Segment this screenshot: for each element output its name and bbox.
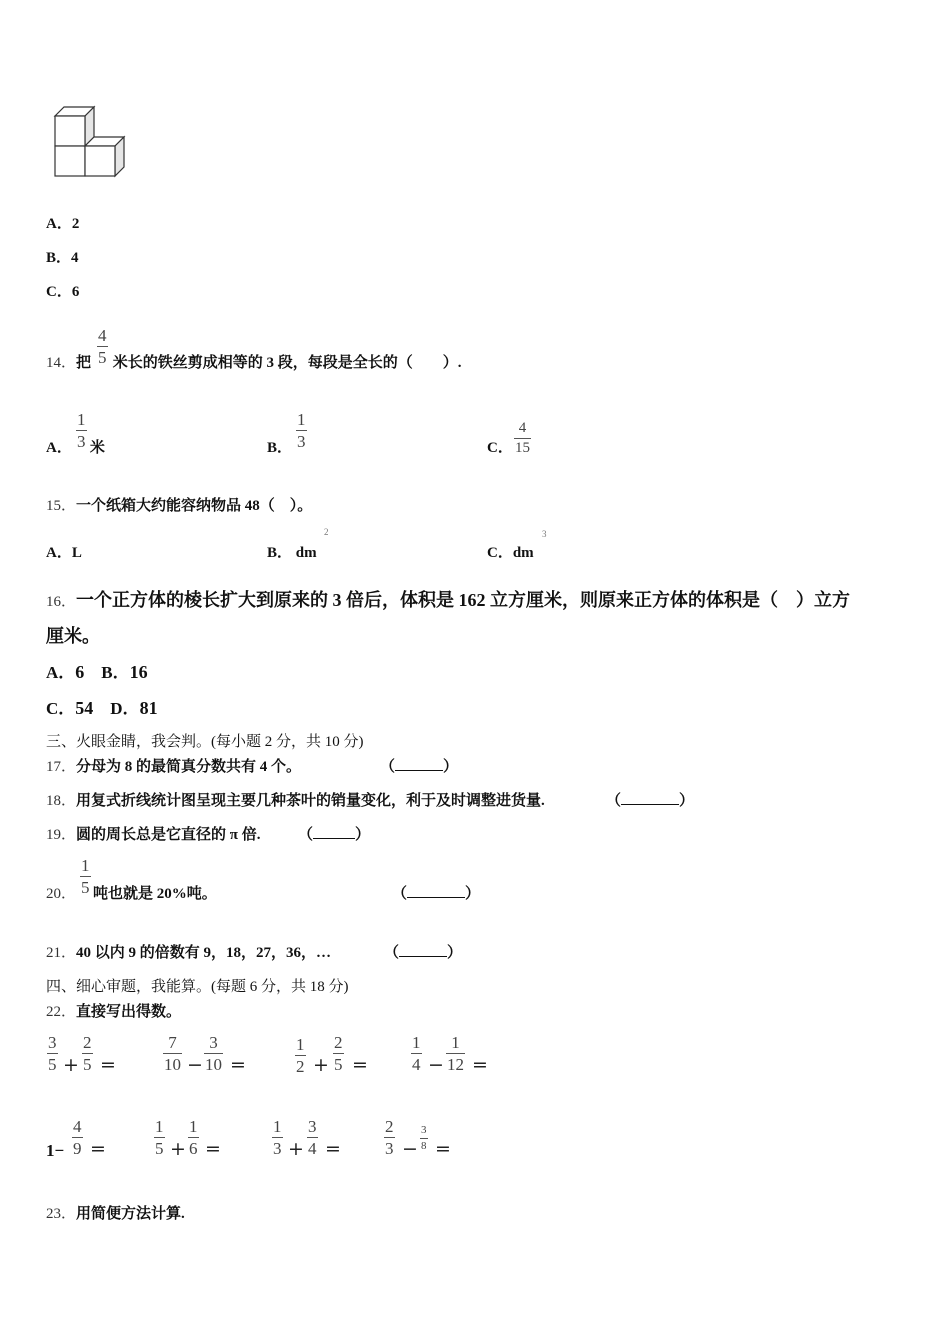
q21-answer-blank[interactable]: （ ） <box>384 945 463 961</box>
q16-option-b[interactable]: B．16 <box>101 662 148 682</box>
q17-stem: 17．分母为 8 的最简真分数共有 4 个。 <box>46 759 302 775</box>
q22-stem: 22．直接写出得数。 <box>46 1004 182 1020</box>
q22-r2-e2-fraction-a: 1 5 <box>155 1117 164 1158</box>
q18-answer-blank[interactable]: （ ） <box>606 793 695 809</box>
q22-r1-e3-operator: + <box>313 1054 329 1076</box>
section-4-title: 四、细心审题，我能算。(每题 6 分，共 18 分) <box>46 979 349 995</box>
q22-r1-e3-fraction-a: 1 2 <box>296 1035 305 1076</box>
q13-option-b[interactable]: B．4 <box>46 250 79 266</box>
q15-stem: 15．一个纸箱大约能容纳物品 48（ ）。 <box>46 498 313 514</box>
q22-r2-e1-equals: = <box>90 1138 106 1160</box>
q16-stem-line2: 厘米。 <box>46 626 100 646</box>
q14-option-b-fraction: 1 3 <box>297 410 306 451</box>
q22-r1-e4-equals: = <box>472 1054 488 1076</box>
q14-stem: 14．把 米长的铁丝剪成相等的 3 段，每段是全长的（ ）. <box>46 355 462 371</box>
q22-r2-e3-operator: + <box>288 1138 304 1160</box>
q22-r1-e1-equals: = <box>100 1054 116 1076</box>
q14-option-a-fraction: 1 3 <box>77 410 86 451</box>
q15-option-b[interactable]: B． dm <box>267 545 317 561</box>
q22-r2-e2-operator: + <box>170 1138 186 1160</box>
q22-r1-e1-fraction-b: 2 5 <box>83 1033 92 1074</box>
q16-option-a[interactable]: A．6 <box>46 662 85 682</box>
q14-option-c-fraction: 4 15 <box>515 420 530 456</box>
q15-option-a[interactable]: A．L <box>46 545 82 561</box>
q16-options-cd <box>46 694 158 719</box>
q15-option-c[interactable]: C．dm <box>487 545 534 561</box>
q13-option-c[interactable]: C．6 <box>46 284 80 300</box>
q20-stem: 20． 吨也就是 20%吨。 <box>46 886 217 902</box>
q22-r2-e2-equals: = <box>205 1138 221 1160</box>
q22-r1-e3-equals: = <box>352 1054 368 1076</box>
q15-option-c-superscript: 3 <box>542 529 547 539</box>
q14-fraction: 4 5 <box>98 326 107 367</box>
q18-stem: 18．用复式折线统计图呈现主要几种茶叶的销量变化，利于及时调整进货量. <box>46 793 545 809</box>
q22-r2-e2-fraction-b: 1 6 <box>189 1117 198 1158</box>
section-3-title: 三、火眼金睛，我会判。(每小题 2 分，共 10 分) <box>46 734 364 750</box>
q22-r1-e3-fraction-b: 2 5 <box>334 1033 343 1074</box>
q22-r1-e4-fraction-a: 1 4 <box>412 1033 421 1074</box>
q22-r2-e1-lead: 1− <box>46 1141 65 1160</box>
q15-option-b-superscript: 2 <box>324 527 329 537</box>
q22-r1-e2-equals: = <box>230 1054 246 1076</box>
q22-r1-e1-operator: + <box>63 1054 79 1076</box>
q17-answer-blank[interactable]: （ ） <box>380 759 459 775</box>
q14-option-c[interactable]: C． <box>487 440 513 456</box>
q16-options-ab <box>46 658 148 683</box>
q22-r1-e2-fraction-b: 3 10 <box>205 1033 222 1074</box>
q16-option-d[interactable]: D．81 <box>110 698 158 718</box>
q22-r2-e4-fraction-a: 2 3 <box>385 1117 394 1158</box>
q14-option-b[interactable]: B． <box>267 440 293 456</box>
q22-r1-e4-fraction-b: 1 12 <box>447 1033 464 1074</box>
q13-option-a[interactable]: A．2 <box>46 216 80 232</box>
q19-stem: 19．圆的周长总是它直径的 π 倍. <box>46 827 261 843</box>
q20-fraction: 1 5 <box>81 856 90 897</box>
q22-r2-e3-fraction-a: 1 3 <box>273 1117 282 1158</box>
q16-option-c[interactable]: C．54 <box>46 698 94 718</box>
q21-stem: 21．40 以内 9 的倍数有 9，18，27，36，… <box>46 945 332 961</box>
q20-answer-blank[interactable]: （ ） <box>392 886 481 902</box>
q22-r1-e4-operator: − <box>428 1054 444 1076</box>
q22-r2-e3-equals: = <box>325 1138 341 1160</box>
q22-r1-e2-operator: − <box>187 1054 203 1076</box>
q22-r1-e1-fraction-a: 3 5 <box>48 1033 57 1074</box>
q23-stem: 23．用简便方法计算. <box>46 1206 185 1222</box>
q16-stem-line1: 16．一个正方体的棱长扩大到原来的 3 倍后，体积是 162 立方厘米，则原来正方体的体积是（ ）立方 <box>46 590 851 610</box>
q14-option-a[interactable]: A． 米 <box>46 440 105 456</box>
cube-stack-figure <box>50 104 130 180</box>
q22-r2-e1-fraction-b: 4 9 <box>73 1117 82 1158</box>
q22-r2-e4-operator: − <box>402 1138 418 1160</box>
q22-r2-e4-equals: = <box>435 1138 451 1160</box>
q22-r2-e4-fraction-b: 3 8 <box>421 1124 427 1152</box>
q22-r2-e3-fraction-b: 3 4 <box>308 1117 317 1158</box>
q22-r1-e2-fraction-a: 7 10 <box>164 1033 181 1074</box>
q19-answer-blank[interactable]: （ ） <box>298 827 371 843</box>
